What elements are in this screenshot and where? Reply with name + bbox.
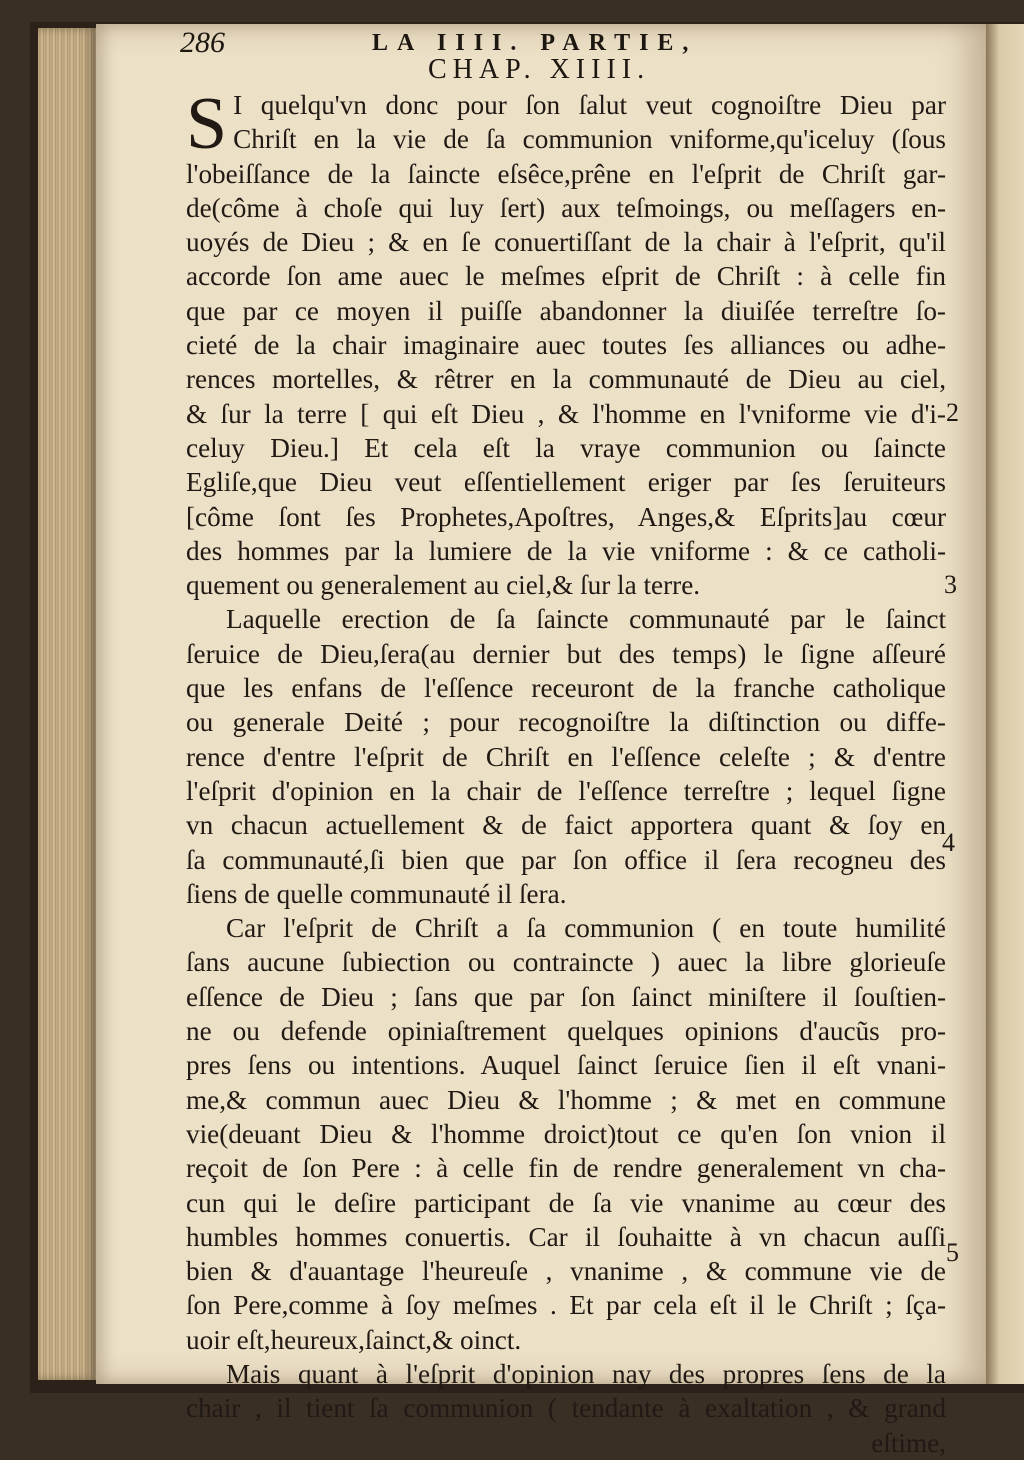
text-line: Laquelle erection de ſa ſaincte communauté par le ſainct [226, 604, 946, 635]
text-line: & ſur la terre [ qui eſt Dieu , & l'homme en l'vniforme vie d'i- [186, 398, 946, 429]
text-line: de(côme à choſe qui luy ſert) aux teſmoings, ou meſſagers en- [186, 192, 946, 223]
text-line: Chriſt en la vie de ſa communion vniforme,qu'iceluy (ſous [233, 124, 946, 155]
text-line: reçoit de ſon Pere : à celle fin de rendre generalement vn cha- [186, 1153, 946, 1184]
text-line: Mais quant à l'eſprit d'opinion nay des propres ſens de la [226, 1358, 946, 1389]
text-line: des hommes par la lumiere de la vie vniforme : & ce catholi- [186, 535, 946, 566]
text-line: vn chacun actuellement & de faict apportera quant & ſoy en [186, 810, 946, 841]
text-line: l'eſprit d'opinion en la chair de l'eſſence terreſtre ; lequel ſigne [186, 775, 946, 806]
text-line: ne ou defende opiniaſtrement quelques opinions d'aucũs pro- [186, 1016, 946, 1047]
text-line: ſon Pere,comme à ſoy meſmes . Et par cela eſt il le Chriſt ; ſça- [186, 1290, 946, 1321]
text-line: ſiens de quelle communauté il ſera. [186, 878, 567, 909]
text-line: ſans aucune ſubiection ou contraincte ) auec la libre glorieuſe [186, 947, 946, 978]
drop-cap: S [186, 83, 228, 165]
book-fore-edge [38, 28, 96, 1380]
text-line: rences mortelles, & rêtrer en la communauté de Dieu au ciel, [186, 364, 946, 395]
text-line: uoyés de Dieu ; & en ſe conuertiſſant de la chair à l'eſprit, qu'il [186, 227, 946, 258]
text-line: cieté de la chair imaginaire auec toutes ſes alliances ou adhe- [186, 330, 946, 361]
text-line: cun qui le deſire participant de ſa vie vnanime au cœur des [186, 1187, 946, 1218]
text-line: uoir eſt,heureux,ſainct,& oinct. [186, 1324, 522, 1355]
facing-page-edge [986, 24, 1024, 1384]
chapter-heading: CHAP. XIIII. [428, 54, 651, 85]
text-line: l'obeiſſance de la ſaincte eſsêce,prêne en l'eſprit de Chriſt gar- [186, 158, 946, 189]
text-line: celuy Dieu.] Et cela eſt la vraye communion ou ſaincte [186, 432, 946, 463]
text-line: bien & d'auantage l'heureuſe , vnanime , & commune vie de [186, 1256, 946, 1287]
text-line: eſſence de Dieu ; ſans que par ſon ſainct miniſtere il ſouſtien- [186, 981, 946, 1012]
text-line: Car l'eſprit de Chriſt a ſa communion ( en toute humilité [226, 913, 946, 944]
body-text [186, 83, 946, 1460]
text-line: accorde ſon ame auec le meſmes eſprit de Chriſt : à celle fin [186, 261, 946, 292]
text-line: quement ou generalement au ciel,& ſur la terre. [186, 570, 701, 601]
text-line: ſa communauté,ſi bien que par ſon office il ſera recogneu des [186, 844, 946, 875]
text-line: Egliſe,que Dieu veut eſſentiellement eriger par ſes ſeruiteurs [186, 467, 946, 498]
text-line: pres ſens ou intentions. Auquel ſainct ſeruice ſien il eſt vnani- [186, 1050, 946, 1081]
text-line: me,& commun auec Dieu & l'homme ; & met en commune [186, 1084, 946, 1115]
marginal-number: 4 [942, 828, 955, 857]
text-line: humbles hommes conuertis. Car il ſouhaitte à vn chacun auſſi [186, 1221, 946, 1252]
text-line: que par ce moyen il puiſſe abandonner la diuiſée terreſtre ſo- [186, 295, 946, 326]
catchword: eſtime, [871, 1427, 946, 1458]
running-title: LA IIII. PARTIE, [372, 30, 698, 56]
text-line: vie(deuant Dieu & l'homme droict)tout ce qu'en ſon vnion il [186, 1118, 946, 1149]
marginal-number: 3 [944, 570, 957, 599]
text-line: que les enfans de l'eſſence receuront de la franche catholique [186, 673, 946, 704]
text-line: rence d'entre l'eſprit de Chriſt en l'eſſence celeſte ; & d'entre [186, 741, 946, 772]
text-line: I quelqu'vn donc pour ſon ſalut veut cognoiſtre Dieu par [233, 90, 946, 120]
text-line: ſeruice de Dieu,ſera(au dernier but des temps) le ſigne aſſeuré [186, 638, 946, 669]
marginal-number: 5 [946, 1238, 959, 1267]
page-number: 286 [180, 26, 225, 59]
text-line: [côme ſont ſes Prophetes,Apoſtres, Anges,& Eſprits]au cœur [186, 501, 946, 532]
text-line: ou generale Deité ; pour recognoiſtre la diſtinction ou diffe- [186, 707, 946, 738]
text-line: chair , il tient ſa communion ( tendante à exaltation , & grand [186, 1393, 946, 1424]
marginal-number: 2 [946, 398, 959, 427]
